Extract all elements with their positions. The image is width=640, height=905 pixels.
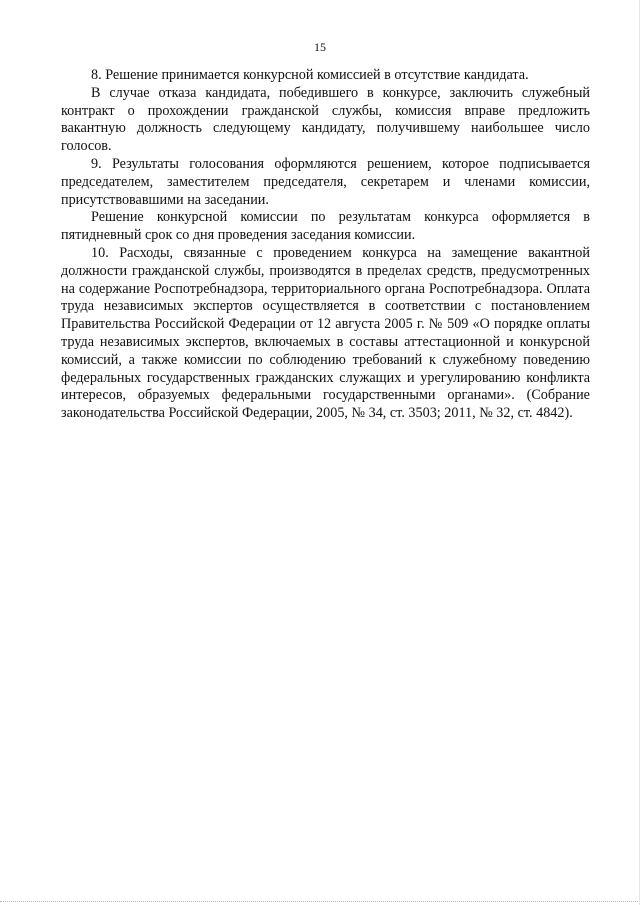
paragraph-8-refusal: В случае отказа кандидата, победившего в конкурсе, заключить служебный контракт о прохождении гражданской службы, комиссия вправе предложить вакантную должность следующему кандидату, получившему наибольшее число голосов. — [61, 84, 590, 155]
scan-bottom-edge — [0, 901, 640, 905]
paragraph-10: 10. Расходы, связанные с проведением конкурса на замещение вакантной должности гражданской службы, производятся в пределах средств, предусмотренных на содержание Роспотребнадзора, территориального органа Роспотребнадзора. Оплата труда независимых экспертов осуществляется в соответствии с постановлением Правительства Российской Федерации от 12 августа 2005 г. № 509 «О порядке оплаты труда независимых экспертов, включаемых в составы аттестационной и конкурсной комиссий, а также комиссии по соблюдению требований к служебному поведению федеральных государственных гражданских служащих и урегулированию конфликта интересов, образуемых федеральными государственными органами». (Собрание законодательства Российской Федерации, 2005, № 34, ст. 3503; 2011, № 32, ст. 4842). — [61, 244, 590, 422]
paragraph-9-decision: Решение конкурсной комиссии по результатам конкурса оформляется в пятидневный срок со дня проведения заседания комиссии. — [61, 209, 590, 244]
page-number: 15 — [314, 40, 326, 54]
paragraph-8: 8. Решение принимается конкурсной комиссией в отсутствие кандидата. — [91, 67, 529, 83]
paragraph-9: 9. Результаты голосования оформляются решением, которое подписывается председателем, заместителем председателя, секретарем и членами комиссии, присутствовавшими на заседании. — [61, 155, 590, 208]
document-body — [61, 67, 590, 423]
